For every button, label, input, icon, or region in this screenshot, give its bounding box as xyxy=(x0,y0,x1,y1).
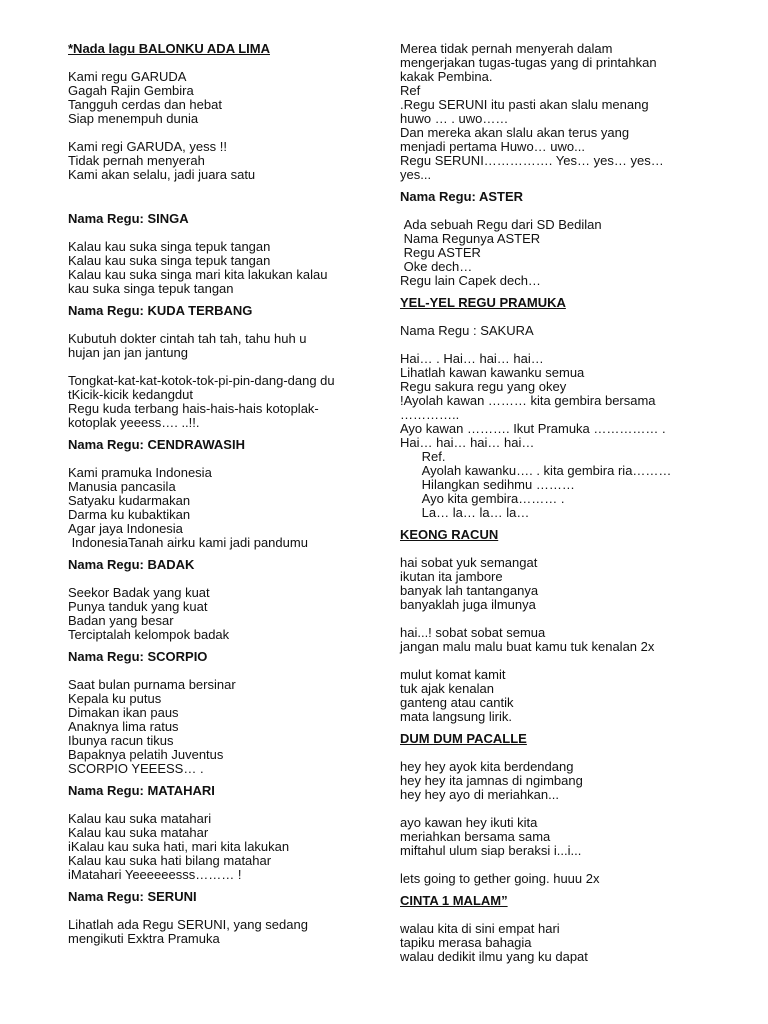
section-heading: KEONG RACUN xyxy=(400,527,499,542)
text-line: hai...! sobat sobat semua xyxy=(400,625,546,640)
text-stanza xyxy=(68,466,388,550)
text-line: ………….. xyxy=(400,407,460,422)
text-stanza xyxy=(400,872,720,886)
section-heading: Nama Regu: SCORPIO xyxy=(68,649,208,664)
spacer xyxy=(400,746,720,760)
text-line: Manusia pancasila xyxy=(68,479,176,494)
spacer xyxy=(68,318,388,332)
text-line: tKicik-kicik kedangdut xyxy=(68,387,193,402)
text-stanza xyxy=(68,140,388,182)
text-line: hujan jan jan jantung xyxy=(68,345,188,360)
text-line: Ada sebuah Regu dari SD Bedilan xyxy=(400,217,602,232)
text-line: Hai… . Hai… hai… hai… xyxy=(400,351,544,366)
text-line: La… la… la… la… xyxy=(400,505,530,520)
text-line: hey hey ita jamnas di ngimbang xyxy=(400,773,583,788)
text-line: ikutan ita jambore xyxy=(400,569,503,584)
section-heading: CINTA 1 MALAM” xyxy=(400,893,508,908)
spacer xyxy=(400,654,720,668)
text-stanza xyxy=(400,760,720,802)
text-line: Lihatlah ada Regu SERUNI, yang sedang xyxy=(68,917,308,932)
text-line: Kami regu GARUDA xyxy=(68,69,187,84)
text-stanza xyxy=(400,668,720,724)
text-line: hai sobat yuk semangat xyxy=(400,555,538,570)
text-line: iMatahari Yeeeeeesss……… ! xyxy=(68,867,242,882)
text-line: ayo kawan hey ikuti kita xyxy=(400,815,538,830)
text-line: Tidak pernah menyerah xyxy=(68,153,205,168)
spacer xyxy=(68,360,388,374)
text-line: miftahul ulum siap beraksi i...i... xyxy=(400,843,582,858)
text-line: Kami pramuka Indonesia xyxy=(68,465,212,480)
text-stanza xyxy=(400,816,720,858)
text-line: Tangguh cerdas dan hebat xyxy=(68,97,222,112)
text-line: Kepala ku putus xyxy=(68,691,162,706)
text-stanza xyxy=(68,332,388,360)
section-heading: Nama Regu: BADAK xyxy=(68,557,195,572)
text-line: Kalau kau suka matahar xyxy=(68,825,209,840)
section-heading: Nama Regu: KUDA TERBANG xyxy=(68,303,253,318)
text-line: mengikuti Exktra Pramuka xyxy=(68,931,220,946)
text-line: Ayo kawan ………. Ikut Pramuka …………… . xyxy=(400,421,666,436)
text-line: Darma ku kubaktikan xyxy=(68,507,191,522)
text-line: Lihatlah kawan kawanku semua xyxy=(400,365,585,380)
section-heading: DUM DUM PACALLE xyxy=(400,731,527,746)
text-line: Merea tidak pernah menyerah dalam xyxy=(400,41,613,56)
text-line: Kubutuh dokter cintah tah tah, tahu huh u xyxy=(68,331,307,346)
text-line: Kalau kau suka singa tepuk tangan xyxy=(68,239,271,254)
spacer xyxy=(400,908,720,922)
text-line: Dan mereka akan slalu akan terus yang xyxy=(400,125,630,140)
spacer xyxy=(68,452,388,466)
right-column xyxy=(400,42,720,964)
spacer xyxy=(400,858,720,872)
spacer xyxy=(68,798,388,812)
text-stanza xyxy=(68,918,388,946)
spacer xyxy=(400,338,720,352)
text-line: IndonesiaTanah airku kami jadi pandumu xyxy=(68,535,308,550)
text-stanza xyxy=(400,626,720,654)
text-line: kotoplak yeeess…. ..!!. xyxy=(68,415,200,430)
spacer xyxy=(400,612,720,626)
spacer xyxy=(68,226,388,240)
text-line: Ref xyxy=(400,83,421,98)
text-line: Nama Regu : SAKURA xyxy=(400,323,534,338)
text-line: Badan yang besar xyxy=(68,613,174,628)
spacer xyxy=(68,572,388,586)
text-line: Siap menempuh dunia xyxy=(68,111,199,126)
text-line: Regu kuda terbang hais-hais-hais kotoplak- xyxy=(68,401,319,416)
text-line: SCORPIO YEEESS… . xyxy=(68,761,204,776)
text-line: jangan malu malu buat kamu tuk kenalan 2x xyxy=(400,639,655,654)
text-stanza xyxy=(68,678,388,776)
text-stanza xyxy=(400,922,720,964)
text-line: banyaklah juga ilmunya xyxy=(400,597,536,612)
text-line: Saat bulan purnama bersinar xyxy=(68,677,236,692)
text-stanza xyxy=(68,70,388,126)
spacer xyxy=(68,664,388,678)
text-line: walau dedikit ilmu yang ku dapat xyxy=(400,949,588,964)
text-stanza xyxy=(400,324,720,338)
text-line: mulut komat kamit xyxy=(400,667,506,682)
text-line: Regu lain Capek dech… xyxy=(400,273,541,288)
text-line: Punya tanduk yang kuat xyxy=(68,599,208,614)
text-line: Hilangkan sedihmu ……… xyxy=(400,477,575,492)
text-line: Kalau kau suka singa tepuk tangan xyxy=(68,253,271,268)
text-line: Nama Regunya ASTER xyxy=(400,231,541,246)
text-line: huwo … . uwo…… xyxy=(400,111,509,126)
text-line: tuk ajak kenalan xyxy=(400,681,494,696)
text-stanza xyxy=(400,42,720,182)
text-line: hey hey ayo di meriahkan... xyxy=(400,787,559,802)
text-stanza xyxy=(68,240,388,296)
text-line: Anaknya lima ratus xyxy=(68,719,179,734)
text-line: Regu ASTER xyxy=(400,245,481,260)
text-line: kau suka singa tepuk tangan xyxy=(68,281,234,296)
text-line: Ref. xyxy=(400,449,446,464)
text-line: Kalau kau suka matahari xyxy=(68,811,212,826)
text-line: kakak Pembina. xyxy=(400,69,493,84)
spacer xyxy=(68,182,388,212)
text-line: menjadi pertama Huwo… uwo... xyxy=(400,139,585,154)
text-line: Hai… hai… hai… hai… xyxy=(400,435,535,450)
section-heading: Nama Regu: SERUNI xyxy=(68,889,197,904)
text-stanza xyxy=(68,586,388,642)
text-line: Ibunya racun tikus xyxy=(68,733,174,748)
left-column xyxy=(68,42,388,946)
spacer xyxy=(400,310,720,324)
text-line: Kalau kau suka singa mari kita lakukan kalau xyxy=(68,267,328,282)
text-line: Ayo kita gembira……… . xyxy=(400,491,565,506)
text-line: mengerjakan tugas-tugas yang di printahkan xyxy=(400,55,657,70)
text-line: iKalau kau suka hati, mari kita lakukan xyxy=(68,839,290,854)
spacer xyxy=(68,126,388,140)
text-line: Seekor Badak yang kuat xyxy=(68,585,210,600)
text-stanza xyxy=(400,218,720,288)
text-line: Oke dech… xyxy=(400,259,473,274)
text-line: !Ayolah kawan ……… kita gembira bersama xyxy=(400,393,656,408)
text-line: Terciptalah kelompok badak xyxy=(68,627,230,642)
text-line: walau kita di sini empat hari xyxy=(400,921,560,936)
text-line: Kami regi GARUDA, yess !! xyxy=(68,139,227,154)
spacer xyxy=(400,204,720,218)
text-stanza xyxy=(400,556,720,612)
text-line: hey hey ayok kita berdendang xyxy=(400,759,574,774)
text-stanza xyxy=(68,812,388,882)
spacer xyxy=(400,542,720,556)
text-stanza xyxy=(68,374,388,430)
section-heading: Nama Regu: SINGA xyxy=(68,211,189,226)
text-line: Kami akan selalu, jadi juara satu xyxy=(68,167,256,182)
text-line: lets going to gether going. huuu 2x xyxy=(400,871,600,886)
spacer xyxy=(400,802,720,816)
text-line: Regu sakura regu yang okey xyxy=(400,379,567,394)
text-line: Kalau kau suka hati bilang matahar xyxy=(68,853,272,868)
text-line: Regu SERUNI……………. Yes… yes… yes… xyxy=(400,153,664,168)
spacer xyxy=(68,904,388,918)
text-line: Satyaku kudarmakan xyxy=(68,493,191,508)
text-line: banyak lah tantanganya xyxy=(400,583,539,598)
text-line: .Regu SERUNI itu pasti akan slalu menang xyxy=(400,97,649,112)
section-heading: Nama Regu: MATAHARI xyxy=(68,783,215,798)
text-line: ganteng atau cantik xyxy=(400,695,514,710)
text-line: Gagah Rajin Gembira xyxy=(68,83,194,98)
text-line: Agar jaya Indonesia xyxy=(68,521,183,536)
section-heading: *Nada lagu BALONKU ADA LIMA xyxy=(68,41,270,56)
text-line: Tongkat-kat-kat-kotok-tok-pi-pin-dang-dang du xyxy=(68,373,335,388)
text-line: Dimakan ikan paus xyxy=(68,705,179,720)
spacer xyxy=(68,56,388,70)
text-line: meriahkan bersama sama xyxy=(400,829,551,844)
section-heading: Nama Regu: ASTER xyxy=(400,189,524,204)
text-line: mata langsung lirik. xyxy=(400,709,512,724)
text-line: yes... xyxy=(400,167,432,182)
text-line: tapiku merasa bahagia xyxy=(400,935,532,950)
section-heading: Nama Regu: CENDRAWASIH xyxy=(68,437,245,452)
text-line: Bapaknya pelatih Juventus xyxy=(68,747,224,762)
text-stanza xyxy=(400,352,720,520)
section-heading: YEL-YEL REGU PRAMUKA xyxy=(400,295,566,310)
text-line: Ayolah kawanku…. . kita gembira ria……… xyxy=(400,463,672,478)
